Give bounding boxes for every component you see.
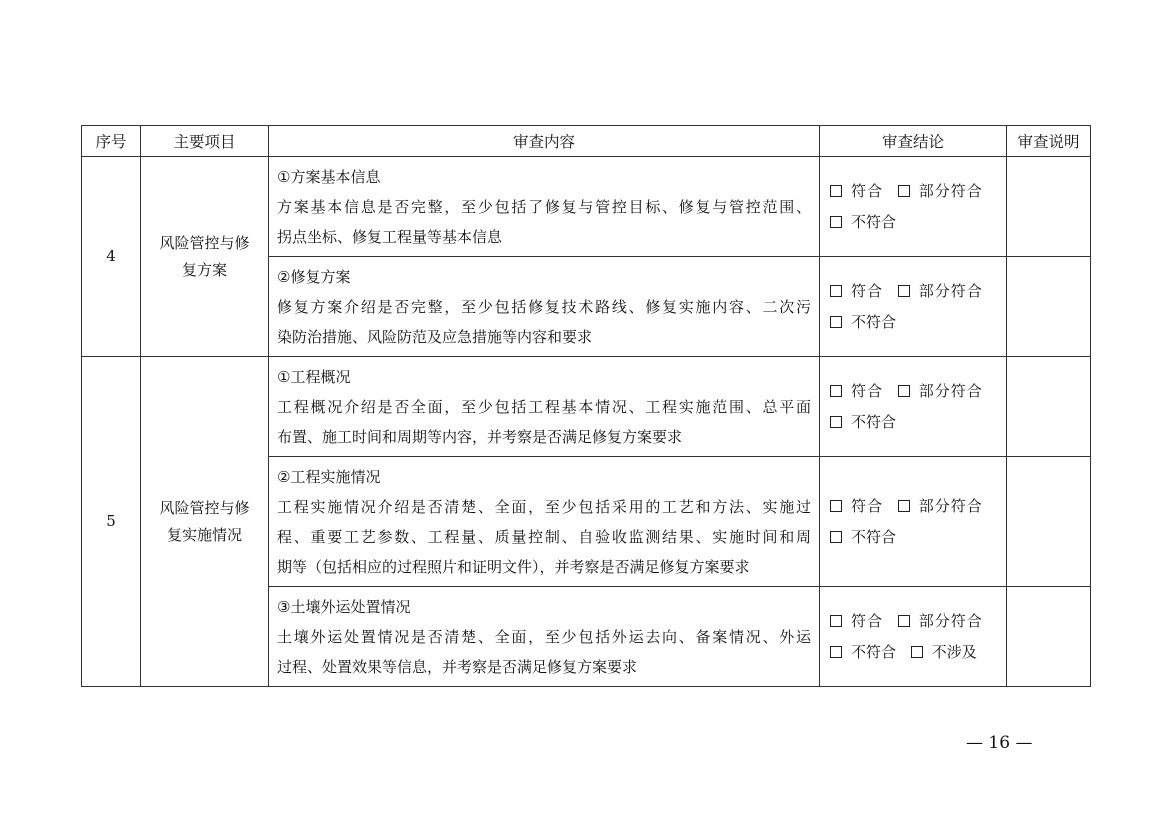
checkbox-icon[interactable] bbox=[830, 216, 842, 228]
option-partial[interactable]: 部分符合 bbox=[898, 376, 983, 406]
item-title: ①方案基本信息 bbox=[277, 168, 381, 186]
header-row bbox=[82, 126, 1091, 157]
option-row bbox=[830, 522, 1006, 553]
project-line: 风险管控与修 bbox=[159, 498, 250, 517]
page-number: — 16 — bbox=[966, 733, 1033, 753]
checkbox-icon[interactable] bbox=[898, 615, 910, 627]
option-conform[interactable]: 符合 bbox=[830, 176, 883, 206]
checkbox-icon[interactable] bbox=[830, 385, 842, 397]
option-row bbox=[830, 407, 1006, 438]
option-nonconform[interactable]: 不符合 bbox=[830, 207, 896, 237]
option-row bbox=[830, 207, 1006, 238]
remark-cell[interactable] bbox=[1007, 457, 1091, 587]
option-row bbox=[830, 376, 1006, 407]
row-number: 4 bbox=[82, 157, 141, 357]
item-text: 布置、施工时间和周期等内容，并考察是否满足修复方案要求 bbox=[277, 428, 683, 446]
option-conform[interactable]: 符合 bbox=[830, 276, 883, 306]
checkbox-icon[interactable] bbox=[830, 646, 842, 658]
checkbox-icon[interactable] bbox=[830, 500, 842, 512]
item-title: ①工程概况 bbox=[277, 368, 351, 386]
header-number: 序号 bbox=[82, 126, 141, 157]
option-row bbox=[830, 176, 1006, 207]
project-cell bbox=[141, 357, 269, 687]
content-cell bbox=[269, 587, 820, 687]
option-row bbox=[830, 307, 1006, 338]
item-text: 工程实施情况介绍是否清楚、全面，至少包括采用的工艺和方法、实施过 bbox=[277, 498, 811, 516]
project-line: 复实施情况 bbox=[166, 525, 242, 544]
table-row bbox=[82, 357, 1091, 457]
item-text: 过程、处置效果等信息，并考察是否满足修复方案要求 bbox=[277, 658, 638, 676]
option-conform[interactable]: 符合 bbox=[830, 376, 883, 406]
option-partial[interactable]: 部分符合 bbox=[898, 606, 983, 636]
review-table bbox=[81, 125, 1091, 687]
item-text: 染防治措施、风险防范及应急措施等内容和要求 bbox=[277, 328, 593, 346]
option-nonconform[interactable]: 不符合 bbox=[830, 307, 896, 337]
remark-cell[interactable] bbox=[1007, 587, 1091, 687]
item-text: 土壤外运处置情况是否清楚、全面，至少包括外运去向、备案情况、外运 bbox=[277, 628, 811, 646]
item-title: ②工程实施情况 bbox=[277, 468, 381, 486]
header-remark: 审查说明 bbox=[1007, 126, 1091, 157]
item-text: 方案基本信息是否完整，至少包括了修复与管控目标、修复与管控范围、 bbox=[277, 198, 811, 216]
project-cell bbox=[141, 157, 269, 357]
checkbox-icon[interactable] bbox=[911, 646, 923, 658]
option-row bbox=[830, 276, 1006, 307]
conclusion-cell bbox=[820, 587, 1007, 687]
item-title: ③土壤外运处置情况 bbox=[277, 598, 411, 616]
checkbox-icon[interactable] bbox=[830, 185, 842, 197]
checkbox-icon[interactable] bbox=[830, 316, 842, 328]
conclusion-cell bbox=[820, 357, 1007, 457]
option-row bbox=[830, 491, 1006, 522]
checkbox-icon[interactable] bbox=[830, 285, 842, 297]
checkbox-icon[interactable] bbox=[898, 285, 910, 297]
checkbox-icon[interactable] bbox=[830, 531, 842, 543]
option-not-applicable[interactable]: 不涉及 bbox=[911, 637, 977, 667]
option-conform[interactable]: 符合 bbox=[830, 491, 883, 521]
remark-cell[interactable] bbox=[1007, 357, 1091, 457]
item-text: 修复方案介绍是否完整，至少包括修复技术路线、修复实施内容、二次污 bbox=[277, 298, 811, 316]
checkbox-icon[interactable] bbox=[898, 385, 910, 397]
checkbox-icon[interactable] bbox=[898, 185, 910, 197]
header-project: 主要项目 bbox=[141, 126, 269, 157]
content-cell bbox=[269, 357, 820, 457]
option-row bbox=[830, 606, 1006, 637]
option-partial[interactable]: 部分符合 bbox=[898, 491, 983, 521]
row-number: 5 bbox=[82, 357, 141, 687]
remark-cell[interactable] bbox=[1007, 157, 1091, 257]
remark-cell[interactable] bbox=[1007, 257, 1091, 357]
content-cell bbox=[269, 157, 820, 257]
item-text: 工程概况介绍是否全面，至少包括工程基本情况、工程实施范围、总平面 bbox=[277, 398, 811, 416]
checkbox-icon[interactable] bbox=[830, 615, 842, 627]
checkbox-icon[interactable] bbox=[830, 416, 842, 428]
table-row bbox=[82, 157, 1091, 257]
option-partial[interactable]: 部分符合 bbox=[898, 276, 983, 306]
conclusion-cell bbox=[820, 157, 1007, 257]
checkbox-icon[interactable] bbox=[898, 500, 910, 512]
conclusion-cell bbox=[820, 457, 1007, 587]
item-text: 程、重要工艺参数、工程量、质量控制、自验收监测结果、实施时间和周 bbox=[277, 528, 811, 546]
project-line: 复方案 bbox=[181, 260, 227, 279]
item-title: ②修复方案 bbox=[277, 268, 351, 286]
option-partial[interactable]: 部分符合 bbox=[898, 176, 983, 206]
option-row bbox=[830, 637, 1006, 668]
header-conclusion: 审查结论 bbox=[820, 126, 1007, 157]
option-nonconform[interactable]: 不符合 bbox=[830, 407, 896, 437]
option-nonconform[interactable]: 不符合 bbox=[830, 637, 896, 667]
item-text: 拐点坐标、修复工程量等基本信息 bbox=[277, 228, 503, 246]
option-nonconform[interactable]: 不符合 bbox=[830, 522, 896, 552]
header-content: 审查内容 bbox=[269, 126, 820, 157]
content-cell bbox=[269, 257, 820, 357]
item-text: 期等（包括相应的过程照片和证明文件），并考察是否满足修复方案要求 bbox=[277, 558, 750, 576]
conclusion-cell bbox=[820, 257, 1007, 357]
project-line: 风险管控与修 bbox=[159, 233, 250, 252]
option-conform[interactable]: 符合 bbox=[830, 606, 883, 636]
content-cell bbox=[269, 457, 820, 587]
